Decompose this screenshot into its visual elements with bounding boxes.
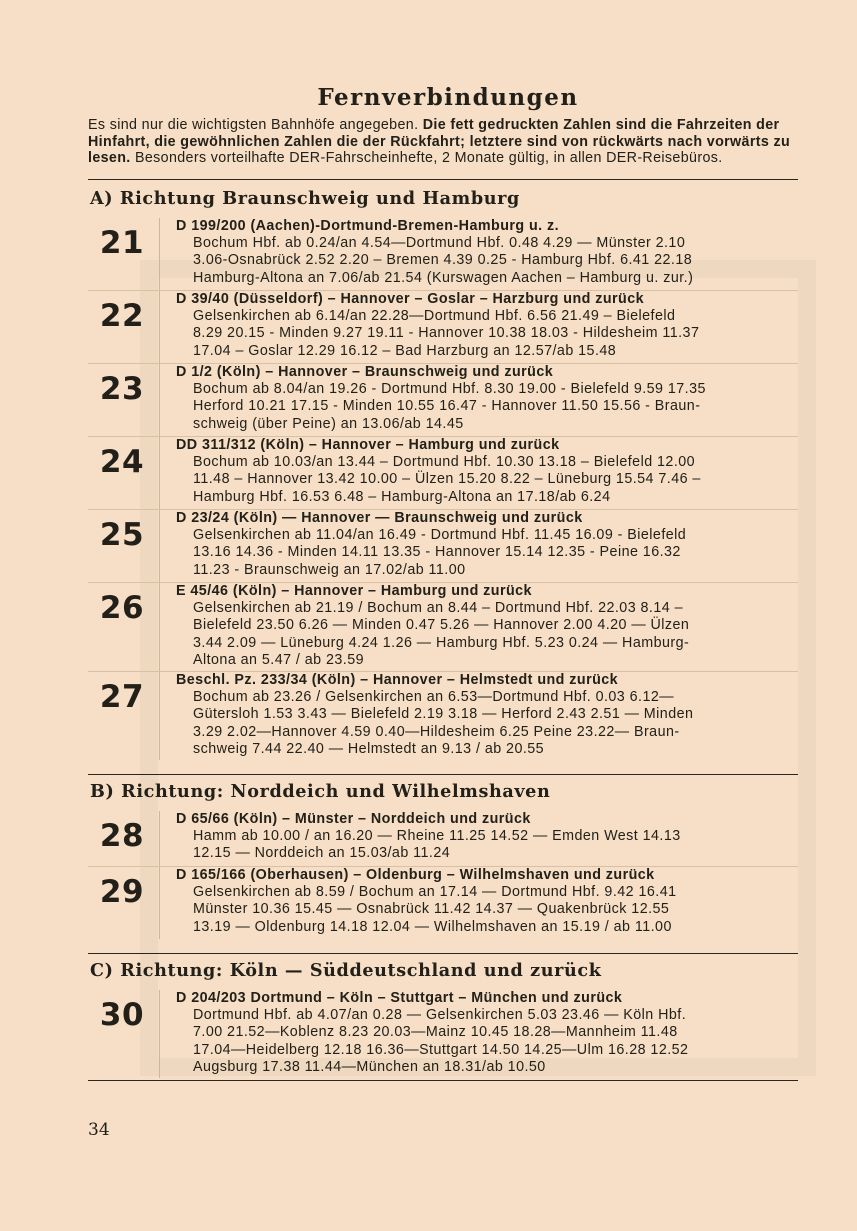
connection-details bbox=[176, 583, 798, 670]
connection-entry bbox=[88, 218, 798, 290]
timetable-line: schweig (über Peine) an 13.06/ab 14.45 bbox=[193, 415, 464, 432]
timetable-line: 11.48 – Hannover 13.42 10.00 – Ülzen 15.20 8.22 – Lüneburg 15.54 7.46 – bbox=[193, 471, 701, 488]
train-route-line: E 45/46 (Köln) – Hannover – Hamburg und zurück bbox=[176, 582, 532, 599]
timetable-line: 13.16 14.36 - Minden 14.11 13.35 - Hannover 15.14 12.35 - Peine 16.32 bbox=[193, 544, 681, 561]
timetable-line: Gelsenkirchen ab 11.04/an 16.49 - Dortmund Hbf. 11.45 16.09 - Bielefeld bbox=[193, 526, 687, 543]
connection-number: 30 bbox=[99, 996, 145, 1033]
train-route-line: D 23/24 (Köln) — Hannover — Braunschweig und zurück bbox=[176, 509, 583, 526]
connection-entry bbox=[88, 436, 798, 509]
connection-details bbox=[176, 364, 798, 434]
connection-entry bbox=[88, 811, 798, 866]
timetable-line: 13.19 — Oldenburg 14.18 12.04 — Wilhelmshaven an 15.19 / ab 11.00 bbox=[193, 918, 672, 935]
section-rule bbox=[88, 1080, 798, 1081]
connection-number: 26 bbox=[99, 589, 145, 626]
connection-number: 25 bbox=[99, 516, 145, 553]
section-heading: C) Richtung: Köln — Süddeutschland und zurück bbox=[90, 959, 602, 981]
section-heading: B) Richtung: Norddeich und Wilhelmshaven bbox=[90, 780, 551, 802]
timetable-line: Gelsenkirchen ab 6.14/an 22.28—Dortmund Hbf. 6.56 21.49 – Bielefeld bbox=[193, 307, 676, 324]
section-rule bbox=[88, 179, 798, 180]
train-route-line: DD 311/312 (Köln) – Hannover – Hamburg und zurück bbox=[176, 436, 560, 453]
timetable-line: Bochum ab 23.26 / Gelsenkirchen an 6.53—Dortmund Hbf. 0.03 6.12— bbox=[193, 688, 675, 705]
train-route-line: D 199/200 (Aachen)-Dortmund-Bremen-Hamburg u. z. bbox=[176, 217, 560, 234]
page bbox=[88, 84, 798, 1081]
connection-entry bbox=[88, 866, 798, 939]
timetable-line: Gelsenkirchen ab 8.59 / Bochum an 17.14 — Dortmund Hbf. 9.42 16.41 bbox=[193, 883, 677, 900]
timetable-line: 17.04 – Goslar 12.29 16.12 – Bad Harzburg an 12.57/ab 15.48 bbox=[193, 342, 617, 359]
column-divider bbox=[159, 218, 160, 290]
timetable-line: Hamm ab 10.00 / an 16.20 — Rheine 11.25 14.52 — Emden West 14.13 bbox=[193, 827, 681, 844]
train-route-line: D 39/40 (Düsseldorf) – Hannover – Goslar – Harzburg und zurück bbox=[176, 290, 645, 307]
column-divider bbox=[159, 510, 160, 582]
connection-details bbox=[176, 218, 798, 288]
timetable-line: Altona an 5.47 / ab 23.59 bbox=[193, 652, 365, 669]
connection-entry bbox=[88, 582, 798, 671]
page-title: Fernverbindungen bbox=[317, 84, 579, 111]
connection-entry bbox=[88, 509, 798, 582]
column-divider bbox=[159, 867, 160, 939]
connection-number: 21 bbox=[99, 224, 145, 261]
column-divider bbox=[159, 811, 160, 866]
connection-entry bbox=[88, 671, 798, 760]
timetable-line: schweig 7.44 22.40 — Helmstedt an 9.13 / ab 20.55 bbox=[193, 741, 545, 758]
connection-number: 29 bbox=[99, 873, 145, 910]
intro-text bbox=[88, 117, 798, 167]
timetable-line: Bochum ab 8.04/an 19.26 - Dortmund Hbf. 8.30 19.00 - Bielefeld 9.59 17.35 bbox=[193, 380, 706, 397]
timetable-line: Bochum ab 10.03/an 13.44 – Dortmund Hbf. 10.30 13.18 – Bielefeld 12.00 bbox=[193, 453, 696, 470]
timetable-line: 17.04—Heidelberg 12.18 16.36—Stuttgart 14.50 14.25—Ulm 16.28 12.52 bbox=[193, 1041, 689, 1058]
timetable-line: 3.06-Osnabrück 2.52 2.20 – Bremen 4.39 0.25 - Hamburg Hbf. 6.41 22.18 bbox=[193, 252, 693, 269]
timetable-line: Münster 10.36 15.45 — Osnabrück 11.42 14.37 — Quakenbrück 12.55 bbox=[193, 901, 670, 918]
timetable-line: Gelsenkirchen ab 21.19 / Bochum an 8.44 – Dortmund Hbf. 22.03 8.14 – bbox=[193, 599, 683, 616]
intro-part-1: Es sind nur die wichtigsten Bahnhöfe angegeben. bbox=[88, 117, 423, 133]
column-divider bbox=[159, 437, 160, 509]
timetable-line: Gütersloh 1.53 3.43 — Bielefeld 2.19 3.18 — Herford 2.43 2.51 — Minden bbox=[193, 706, 694, 723]
train-route-line: D 204/203 Dortmund – Köln – Stuttgart – München und zurück bbox=[176, 989, 623, 1006]
connection-details bbox=[176, 291, 798, 361]
timetable-line: Herford 10.21 17.15 - Minden 10.55 16.47 - Hannover 11.50 15.56 - Braun- bbox=[193, 398, 701, 415]
timetable-line: Bochum Hbf. ab 0.24/an 4.54—Dortmund Hbf. 0.48 4.29 — Münster 2.10 bbox=[193, 234, 686, 251]
connection-number: 28 bbox=[99, 817, 145, 854]
connection-number: 23 bbox=[99, 370, 145, 407]
intro-part-3: Besonders vorteilhafte DER-Fahrscheinhefte, 2 Monate gültig, in allen DER-Reisebüros. bbox=[130, 150, 723, 166]
intro-part-2: Die fett gedruckten Zahlen sind die Fahrzeiten der Hinfahrt, die gewöhnlichen Zahlen die der Rückfahrt; letztere sind von rückwärts nach vorwärts zu lesen. bbox=[88, 117, 791, 166]
train-route-line: D 1/2 (Köln) – Hannover – Braunschweig und zurück bbox=[176, 363, 554, 380]
column-divider bbox=[159, 583, 160, 671]
connection-details bbox=[176, 811, 798, 863]
column-divider bbox=[159, 364, 160, 436]
connection-details bbox=[176, 510, 798, 580]
timetable-line: 8.29 20.15 - Minden 9.27 19.11 - Hannover 10.38 18.03 - Hildesheim 11.37 bbox=[193, 325, 700, 342]
sections bbox=[88, 179, 798, 1081]
section-rule bbox=[88, 953, 798, 954]
page-number: 34 bbox=[88, 1120, 110, 1140]
connection-number: 22 bbox=[99, 297, 145, 334]
connection-entry bbox=[88, 990, 798, 1078]
connection-number: 27 bbox=[99, 678, 145, 715]
timetable-line: 12.15 — Norddeich an 15.03/ab 11.24 bbox=[193, 845, 451, 862]
connection-details bbox=[176, 990, 798, 1077]
timetable-line: 7.00 21.52—Koblenz 8.23 20.03—Mainz 10.45 18.28—Mannheim 11.48 bbox=[193, 1024, 678, 1041]
connection-details bbox=[176, 437, 798, 507]
connection-entry bbox=[88, 363, 798, 436]
section-heading: A) Richtung Braunschweig und Hamburg bbox=[90, 187, 520, 209]
train-route-line: Beschl. Pz. 233/34 (Köln) – Hannover – Helmstedt und zurück bbox=[176, 671, 619, 688]
timetable-line: Hamburg Hbf. 16.53 6.48 – Hamburg-Altona an 17.18/ab 6.24 bbox=[193, 488, 611, 505]
timetable-line: Dortmund Hbf. ab 4.07/an 0.28 — Gelsenkirchen 5.03 23.46 — Köln Hbf. bbox=[193, 1006, 687, 1023]
column-divider bbox=[159, 672, 160, 760]
train-route-line: D 165/166 (Oberhausen) – Oldenburg – Wilhelmshaven und zurück bbox=[176, 866, 655, 883]
connection-number: 24 bbox=[99, 443, 145, 480]
column-divider bbox=[159, 291, 160, 363]
connection-details bbox=[176, 672, 798, 759]
train-route-line: D 65/66 (Köln) – Münster – Norddeich und zurück bbox=[176, 810, 531, 827]
timetable-line: 3.44 2.09 — Lüneburg 4.24 1.26 — Hamburg Hbf. 5.23 0.24 — Hamburg- bbox=[193, 634, 690, 651]
timetable-line: 3.29 2.02—Hannover 4.59 0.40—Hildesheim 6.25 Peine 23.22— Braun- bbox=[193, 723, 680, 740]
column-divider bbox=[159, 990, 160, 1078]
timetable-line: Augsburg 17.38 11.44—München an 18.31/ab 10.50 bbox=[193, 1059, 546, 1076]
timetable-line: 11.23 - Braunschweig an 17.02/ab 11.00 bbox=[193, 561, 466, 578]
connection-details bbox=[176, 867, 798, 937]
timetable-line: Hamburg-Altona an 7.06/ab 21.54 (Kurswagen Aachen – Hamburg u. zur.) bbox=[193, 269, 694, 286]
connection-entry bbox=[88, 290, 798, 363]
section-rule bbox=[88, 774, 798, 775]
timetable-line: Bielefeld 23.50 6.26 — Minden 0.47 5.26 — Hannover 2.00 4.20 — Ülzen bbox=[193, 617, 690, 634]
